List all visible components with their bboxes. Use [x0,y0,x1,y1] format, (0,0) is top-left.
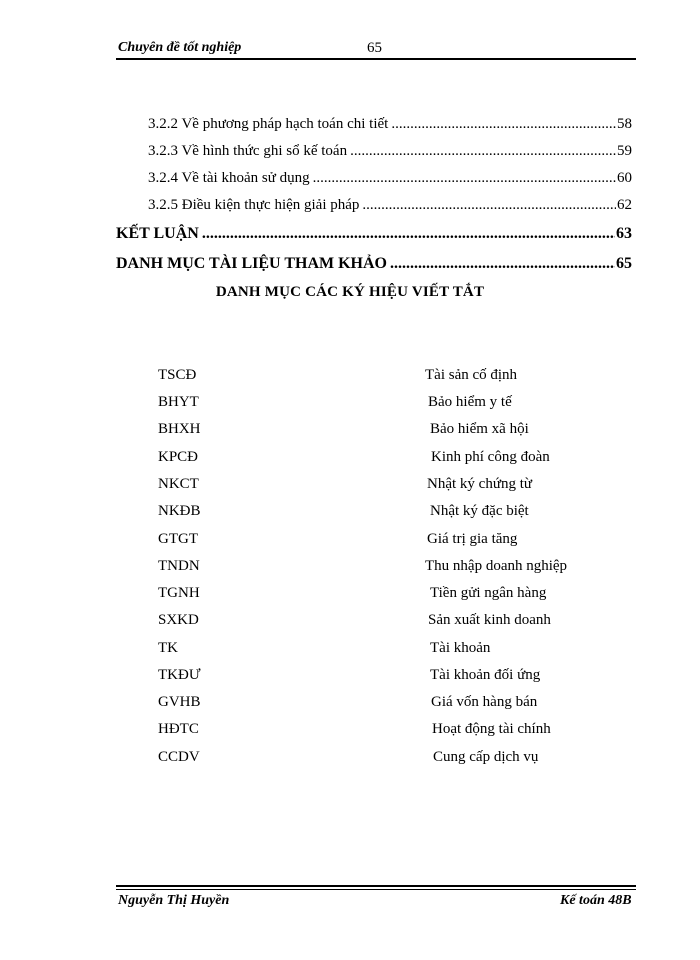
toc-entry [116,255,632,273]
toc-entry-label: 3.2.3 Về hình thức ghi sổ kế toán [148,143,348,159]
toc-entry-label: DANH MỤC TÀI LIỆU THAM KHẢO [116,255,387,272]
toc-entry-page: 65 [616,255,632,272]
abbreviation-code: TKĐƯ [158,667,201,683]
toc-leader-dots [390,255,615,273]
toc-entry-label: 3.2.5 Điều kiện thực hiện giải pháp [148,197,360,213]
abbreviation-meaning: Sản xuất kinh doanh [428,612,551,628]
abbreviation-row [0,667,700,687]
abbreviation-code: TNDN [158,558,200,574]
abbreviation-row [0,449,700,469]
toc-entry [148,116,632,133]
abbreviation-meaning: Hoạt động tài chính [432,721,551,737]
abbreviation-row [0,421,700,441]
footer-rule-thin [116,889,636,890]
toc-entry-page: 62 [617,197,632,213]
toc-entry [116,225,632,243]
toc-entry-label: 3.2.4 Về tài khoản sử dụng [148,170,310,186]
header-rule [116,58,636,60]
abbreviation-meaning: Tài sản cố định [425,367,518,383]
abbreviation-row [0,367,700,387]
abbreviation-meaning: Thu nhập doanh nghiệp [425,558,568,574]
abbreviation-code: NKCT [158,476,199,492]
page-header [118,36,636,58]
abbreviation-meaning: Giá trị gia tăng [427,531,518,547]
toc-entry [148,197,632,214]
abbreviation-code: CCDV [158,749,200,765]
abbreviation-code: TK [158,640,178,656]
abbreviation-code: TGNH [158,585,200,601]
section-title: DANH MỤC CÁC KÝ HIỆU VIẾT TẮT [215,284,485,300]
toc-entry-label: KẾT LUẬN [116,225,199,242]
header-page-number: 65 [367,40,382,56]
abbreviation-meaning: Bảo hiểm xã hội [430,421,529,437]
footer-author: Nguyễn Thị Huyền [118,893,230,908]
toc-entry-label: 3.2.2 Về phương pháp hạch toán chi tiết [148,116,389,132]
abbreviation-row [0,612,700,632]
abbreviation-code: GTGT [158,531,198,547]
abbreviation-meaning: Kinh phí công đoàn [431,449,550,465]
abbreviation-row [0,721,700,741]
toc-entry [148,143,632,160]
abbreviation-code: BHYT [158,394,199,410]
abbreviation-row [0,503,700,523]
toc-leader-dots [350,143,616,160]
abbreviation-code: HĐTC [158,721,199,737]
abbreviation-code: BHXH [158,421,201,437]
abbreviation-meaning: Tài khoản đối ứng [430,667,541,683]
footer-rule [116,885,636,887]
abbreviation-meaning: Nhật ký đặc biệt [430,503,529,519]
abbreviation-meaning: Cung cấp dịch vụ [433,749,539,765]
toc-leader-dots [202,225,615,243]
toc-entry-page: 59 [617,143,632,159]
abbreviation-meaning: Tài khoản [430,640,491,656]
abbreviation-code: NKĐB [158,503,201,519]
abbreviation-row [0,476,700,496]
toc-leader-dots [391,116,616,133]
abbreviation-code: TSCĐ [158,367,197,383]
toc-entry-page: 60 [617,170,632,186]
abbreviation-row [0,394,700,414]
abbreviation-meaning: Bảo hiểm y tế [428,394,512,410]
header-title: Chuyên đề tốt nghiệp [118,40,242,55]
abbreviation-row [0,749,700,769]
toc-entry-page: 63 [616,225,632,242]
abbreviation-code: SXKD [158,612,199,628]
abbreviation-meaning: Nhật ký chứng từ [427,476,532,492]
toc-entry [148,170,632,187]
abbreviation-meaning: Giá vốn hàng bán [431,694,538,710]
abbreviation-row [0,585,700,605]
abbreviation-row [0,694,700,714]
abbreviation-meaning: Tiền gửi ngân hàng [430,585,547,601]
toc-leader-dots [313,170,616,187]
abbreviation-code: GVHB [158,694,201,710]
footer-class: Kế toán 48B [560,893,632,908]
toc-entry-page: 58 [617,116,632,132]
toc-leader-dots [362,197,616,214]
abbreviation-code: KPCĐ [158,449,199,465]
abbreviation-row [0,531,700,551]
abbreviation-row [0,558,700,578]
abbreviation-row [0,640,700,660]
